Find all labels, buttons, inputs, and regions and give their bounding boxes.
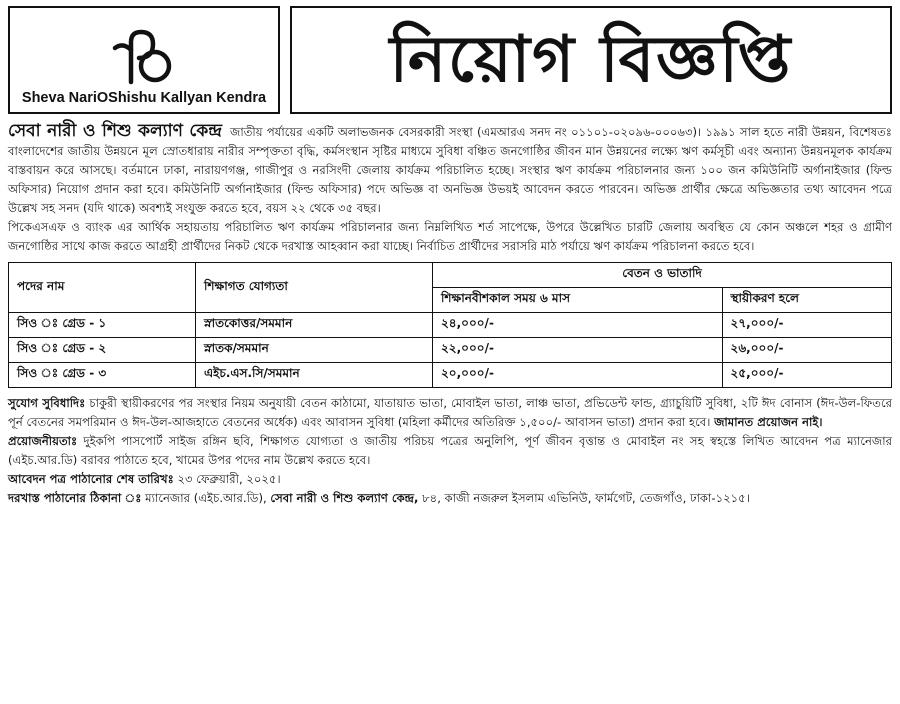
- intro-paragraph: [8, 122, 892, 218]
- header-permanent: স্থায়ীকরণ হলে: [722, 288, 891, 313]
- table-row: [9, 363, 892, 388]
- address-text-b: ৮৪, কাজী নজরুল ইসলাম এভিনিউ, ফার্মগেট, তেজগাঁও, ঢাকা-১২১৫।: [422, 491, 750, 505]
- table-header-row: [9, 263, 892, 288]
- cell-education: স্নাতক/সমমান: [196, 338, 433, 363]
- conditions-paragraph: পিকেএসএফ ও ব্যাংক এর আর্থিক সহায়তায় পরিচালিত ঋণ কার্যক্রম পরিচালনার জন্য নিম্নলিখিত শর্ত সাপেক্ষে, উপরে উল্লেখিত চারটি জেলায় অবস্থিত যে কোন অঞ্চলে শহর ও গ্রামীণ জনগোষ্ঠির সাথে কাজ করতে আগ্রহী প্রার্থীদের নিকট থেকে দরখাস্ত আহব্বান করা যাচ্ছে। নির্বাচিত প্রার্থীদের সরাসরি মাঠ পর্যায়ে ঋণ কার্যক্রম পরিচালনা করতে হবে।: [8, 220, 892, 253]
- requirements-text: দুইকপি পাসপোর্ট সাইজ রঙ্গিন ছবি, শিক্ষাগত যোগ্যতা ও জাতীয় পরিচয় পত্রের অনুলিপি, পূর্ণ জীবন বৃত্তান্ত ও মোবাইল নং সহ স্বহস্তে লিখিত আবেদন পত্র ম্যানেজার (এইচ.আর.ডি) বরাবর পাঠাতে হবে, খামের উপর পদের নাম উল্লেখ করতে হবে।: [8, 434, 893, 467]
- organization-logo-icon: [109, 28, 179, 88]
- header-training: শিক্ষানবীশকাল সময় ৬ মাস: [433, 288, 723, 313]
- cell-training-salary: ২৪,০০০/-: [433, 313, 723, 338]
- deadline-paragraph: [8, 470, 892, 489]
- header: [8, 6, 892, 114]
- header-education: শিক্ষাগত যোগ্যতা: [196, 263, 433, 313]
- cell-post: সিও ঃ গ্রেড - ১: [9, 313, 196, 338]
- cell-permanent-salary: ২৬,০০০/-: [722, 338, 891, 363]
- cell-training-salary: ২০,০০০/-: [433, 363, 723, 388]
- cell-education: এইচ.এস.সি/সমমান: [196, 363, 433, 388]
- table-row: [9, 313, 892, 338]
- address-paragraph: [8, 489, 892, 508]
- requirements-label: প্রয়োজনীয়তাঃ: [8, 434, 78, 448]
- header-post: পদের নাম: [9, 263, 196, 313]
- header-salary: বেতন ও ভাতাদি: [433, 263, 892, 288]
- salary-table: [8, 262, 892, 388]
- benefits-text: চাকুরী স্থায়ীকরণের পর সংস্থার নিয়ম অনুযায়ী বেতন কাঠামো, যাতায়াত ভাতা, মোবাইল ভাতা, লাঞ্চ ভাতা, প্রভিডেন্ট ফান্ড, গ্র্যাচুয়িটি সুবিধা, ২টি ঈদ বোনাস (ঈদ-উল-ফিতরে পূর্ন বেতনের সমপরিমান ও ঈদ-উল-আজহাতে বেতনের অর্ধেক) এবং আবাসন সুবিধা (মহিলা কর্মীদের অতিরিক্ত ১,৫০০/- আবাসন ভাতা) প্রদান করা হবে।: [8, 396, 893, 429]
- deadline-label: আবেদন পত্র পাঠানোর শেষ তারিখঃ: [8, 472, 174, 486]
- cell-permanent-salary: ২৭,০০০/-: [722, 313, 891, 338]
- logo-box: [8, 6, 280, 114]
- body-text: [8, 122, 892, 256]
- cell-permanent-salary: ২৫,০০০/-: [722, 363, 891, 388]
- address-label: দরখাস্ত পাঠানোর ঠিকানা ঃ: [8, 491, 142, 505]
- logo-text: Sheva NariOShishu Kallyan Kendra: [21, 90, 267, 106]
- address-text-a: ম্যানেজার (এইচ.আর.ডি),: [145, 491, 267, 505]
- cell-post: সিও ঃ গ্রেড - ৩: [9, 363, 196, 388]
- address-org: সেবা নারী ও শিশু কল্যাণ কেন্দ্র,: [270, 491, 419, 505]
- cell-training-salary: ২২,০০০/-: [433, 338, 723, 363]
- no-deposit-text: জামানত প্রয়োজন নাই।: [714, 415, 823, 429]
- benefits-label: সুযোগ সুবিধাদিঃ: [8, 396, 86, 410]
- deadline-text: ২৩ ফেব্রুয়ারী, ২০২৫।: [177, 472, 281, 486]
- page-title: নিয়োগ বিজ্ঞপ্তি: [389, 23, 793, 97]
- requirements-paragraph: [8, 432, 892, 470]
- intro-text: জাতীয় পর্যায়ের একটি অলাভজনক বেসরকারী সংস্থা (এমআরএ সনদ নং ০১১০১-০২০৯৬-০০০৬৩)। ১৯৯১ সাল হতে নারী উন্নয়ন, বিশেষতঃ বাংলাদেশের জাতীয় উন্নয়নে মূল স্রোতধারায় নারীর সম্পৃক্ততা বৃদ্ধি, কর্মসংস্থান সৃষ্টির মাধ্যমে সুবিধা বঞ্চিত জনগোষ্ঠির জীবন মান উন্নয়নের লক্ষ্যে ঋণ কর্মসূচী এবং অন্যান্য উন্নয়নমূলক কার্যক্রম বাস্তবায়ন করে আসছে। বর্তমানে ঢাকা, নারায়ণগঞ্জ, গাজীপুর ও নরসিংদী জেলায় কার্যক্রম পরিচালিত হচ্ছে। সংস্থার ঋণ কার্যক্রম পরিচালনার জন্য ১০০ জন কমিউনিটি অর্গানাইজার (ফিল্ড অফিসার) নিয়োগ প্রদান করা হবে। কমিউনিটি অর্গানাইজার (ফিল্ড অফিসার) পদে অভিজ্ঞ বা অনভিজ্ঞ উভয়ই আবেদন করতে পারবেন। অভিজ্ঞ প্রার্থীর ক্ষেত্রে অভিজ্ঞতার তথ্য আবেদন পত্রে উল্লেখ সহ সনদ (যদি থাকে) অবশ্যই সংযুক্ত করতে হবে, বয়স ২২ থেকে ৩৫ বছর।: [8, 125, 892, 215]
- benefits-paragraph: [8, 394, 892, 432]
- org-name: সেবা নারী ও শিশু কল্যাণ কেন্দ্র: [8, 121, 222, 141]
- table-row: [9, 338, 892, 363]
- cell-education: স্নাতকোত্তর/সমমান: [196, 313, 433, 338]
- title-box: [290, 6, 892, 114]
- notes: [8, 394, 892, 508]
- cell-post: সিও ঃ গ্রেড - ২: [9, 338, 196, 363]
